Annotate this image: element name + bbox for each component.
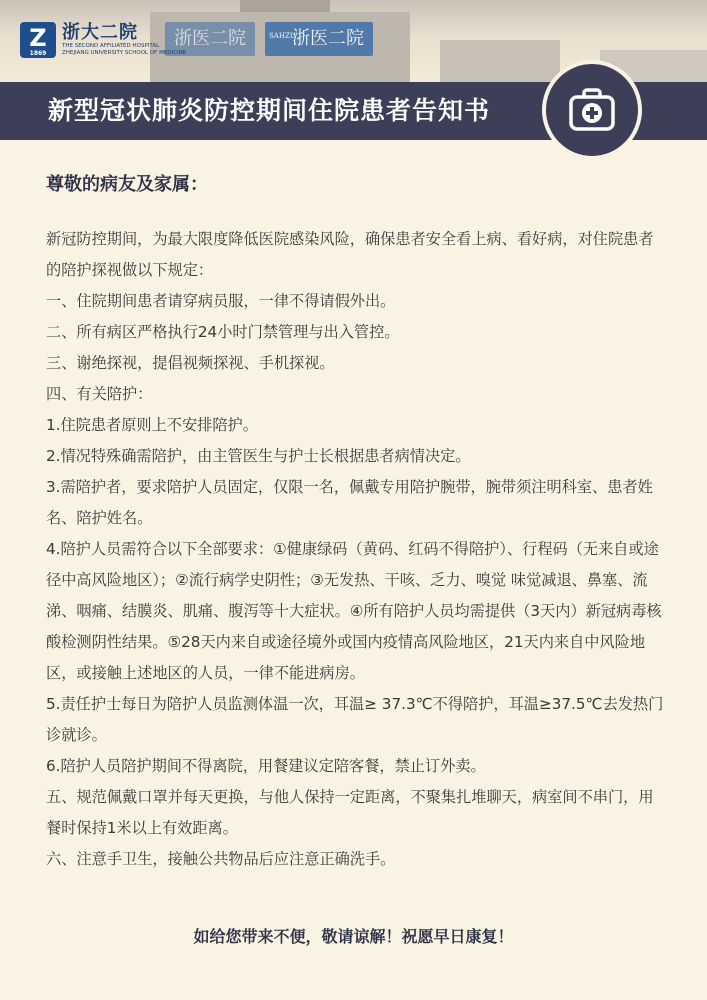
medical-kit-icon — [565, 83, 619, 137]
logo-english-line-1: THE SECOND AFFILIATED HOSPITAL — [62, 43, 160, 49]
paragraph-rule-4-item-1: 1.住院患者原则上不安排陪护。 — [46, 416, 258, 434]
logo-letter: Z — [29, 24, 47, 52]
notice-content — [46, 170, 666, 875]
building — [440, 40, 560, 82]
closing-message: 如给您带来不便，敬请谅解！祝愿早日康复！ — [193, 927, 514, 946]
title-banner — [0, 82, 600, 140]
logo-english-line-2: ZHEJIANG UNIVERSITY SCHOOL OF MEDICINE — [62, 50, 187, 56]
logo-year: 1869 — [29, 50, 47, 57]
paragraph-rule-2: 二、所有病区严格执行24小时门禁管理与出入管控。 — [46, 323, 400, 341]
greeting: 尊敬的病友及家属： — [46, 174, 208, 195]
logo-mark — [20, 22, 56, 58]
paragraph-rule-4-item-4: 4.陪护人员需符合以下全部要求：①健康绿码（黄码、红码不得陪护）、行程码（无来自或途径中高风险地区）；②流行病学史阴性；③无发热、干咳、乏力、嗅觉 味觉减退、鼻塞、流涕、咽痛、结膜炎、肌痛、腹泻等十大症状。④所有陪护人员均需提供（3天内）新冠病毒核酸检测阴性结果。⑤28天内来自或途径境外或国内疫情高风险地区，21天内来自中风险地区，或接触上述地区的人员，一律不能进病房。 — [46, 540, 662, 682]
paragraph-rule-5: 五、规范佩戴口罩并每天更换，与他人保持一定距离，不聚集扎堆聊天，病室间不串门，用餐时保持1米以上有效距离。 — [46, 788, 654, 837]
hospital-logo — [20, 22, 186, 58]
logo-chinese-name: 浙大二院 — [62, 22, 138, 43]
badge-circle — [542, 60, 642, 160]
paragraph-rule-6: 六、注意手卫生，接触公共物品后应注意正确洗手。 — [46, 850, 396, 868]
building-sign-text: 浙医二院 — [292, 28, 364, 49]
paragraph-rule-4-item-5: 5.责任护士每日为陪护人员监测体温一次，耳温≥ 37.3℃不得陪护，耳温≥37.5℃去发热门诊就诊。 — [46, 695, 664, 744]
paragraph-rule-4-heading: 四、有关陪护： — [46, 385, 153, 403]
building-sign-small-text: SAHZU — [269, 32, 296, 40]
paragraph-rule-4-item-3: 3.需陪护者，要求陪护人员固定，仅限一名，佩戴专用陪护腕带，腕带须注明科室、患者姓名、陪护姓名。 — [46, 478, 653, 527]
paragraph-rule-3: 三、谢绝探视，提倡视频探视、手机探视。 — [46, 354, 335, 372]
page-title: 新型冠状肺炎防控期间住院患者告知书 — [48, 96, 491, 125]
paragraph-rule-4-item-2: 2.情况特殊确需陪护，由主管医生与护士长根据患者病情决定。 — [46, 447, 471, 465]
paragraph-rule-1: 一、住院期间患者请穿病员服，一律不得请假外出。 — [46, 292, 396, 310]
building-sign-main — [265, 22, 373, 56]
paragraph-rule-4-item-6: 6.陪护人员陪护期间不得离院，用餐建议定陪客餐，禁止订外卖。 — [46, 757, 486, 775]
logo-text — [62, 23, 186, 57]
paragraph-intro: 新冠防控期间，为最大限度降低医院感染风险，确保患者安全看上病、看好病，对住院患者的陪护探视做以下规定： — [46, 230, 654, 279]
building-sign: 浙医二院 — [165, 22, 255, 56]
